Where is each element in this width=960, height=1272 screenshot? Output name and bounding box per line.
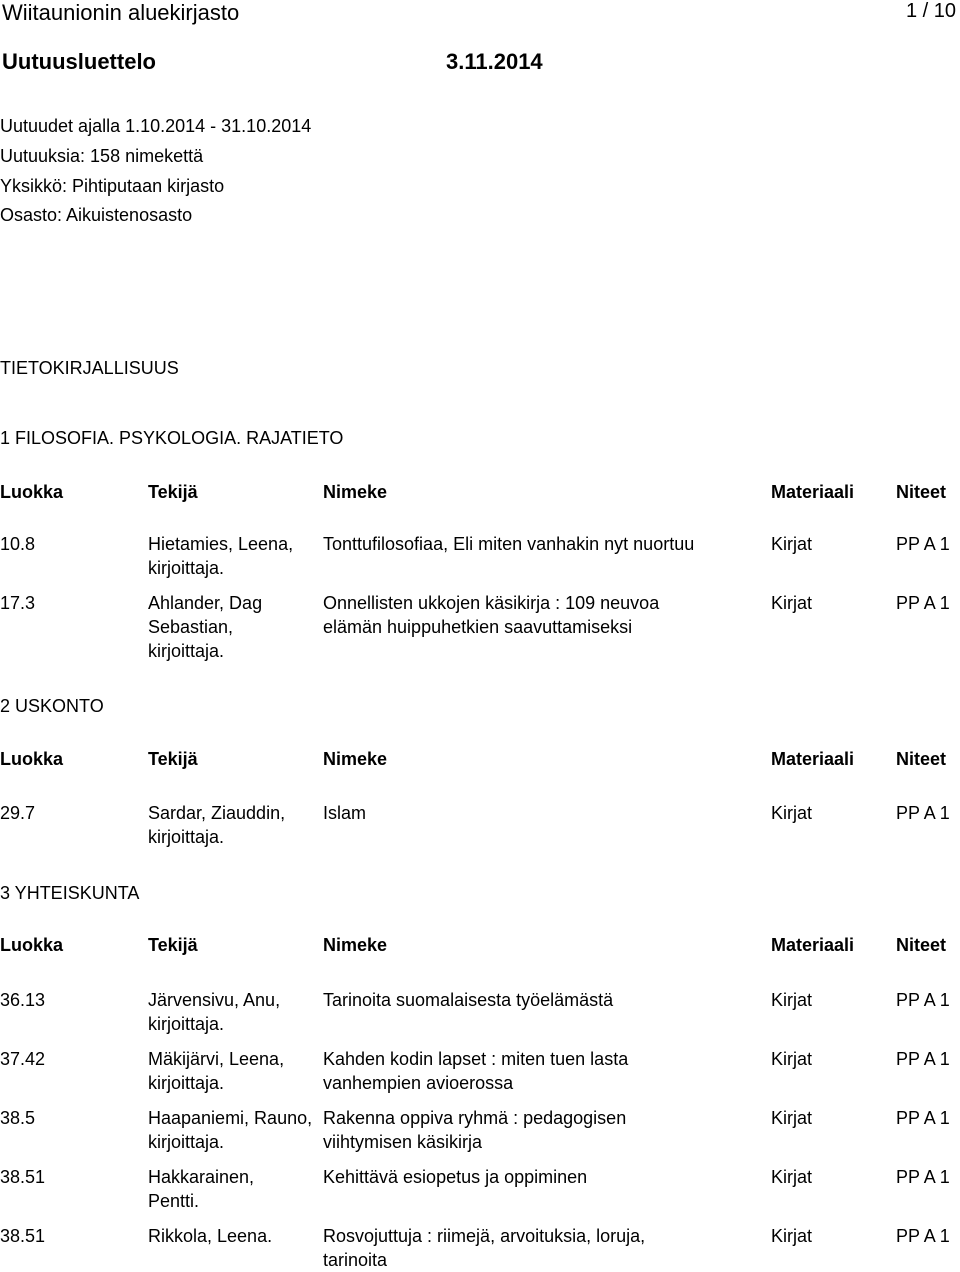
cell-nimeke: Kahden kodin lapset : miten tuen lasta vanhempien avioerossa — [323, 1049, 629, 1093]
cell-niteet: PP A 1 — [896, 1167, 950, 1187]
cell-niteet: PP A 1 — [896, 1226, 950, 1246]
cell-nimeke: Tonttufilosofiaa, Eli miten vanhakin nyt nuortuu — [323, 534, 695, 554]
cell-luokka: 38.51 — [0, 1226, 46, 1246]
cell-luokka: 10.8 — [0, 534, 36, 554]
cell-materiaali: Kirjat — [771, 803, 813, 823]
cell-tekija: Hietamies, Leena, kirjoittaja. — [148, 534, 294, 578]
column-materiaali: Materiaali — [771, 935, 855, 955]
cell-luokka: 36.13 — [0, 990, 46, 1010]
cell-materiaali: Kirjat — [771, 593, 813, 613]
date-range: Uutuudet ajalla 1.10.2014 - 31.10.2014 — [0, 116, 312, 136]
column-luokka: Luokka — [0, 935, 64, 955]
column-materiaali: Materiaali — [771, 482, 855, 502]
cell-niteet: PP A 1 — [896, 803, 950, 823]
cell-niteet: PP A 1 — [896, 534, 950, 554]
section-heading: 1 FILOSOFIA. PSYKOLOGIA. RAJATIETO — [0, 428, 344, 448]
cell-materiaali: Kirjat — [771, 1108, 813, 1128]
cell-luokka: 38.5 — [0, 1108, 36, 1128]
cell-tekija: Järvensivu, Anu, kirjoittaja. — [148, 990, 281, 1034]
cell-nimeke: Rakenna oppiva ryhmä : pedagogisen viihtymisen käsikirja — [323, 1108, 627, 1152]
cell-niteet: PP A 1 — [896, 1108, 950, 1128]
column-niteet: Niteet — [896, 935, 947, 955]
cell-tekija: Haapaniemi, Rauno, kirjoittaja. — [148, 1108, 313, 1152]
cell-luokka: 38.51 — [0, 1167, 46, 1187]
department: Osasto: Aikuistenosasto — [0, 205, 193, 225]
cell-tekija: Ahlander, Dag Sebastian, kirjoittaja. — [148, 593, 263, 661]
document-date: 3.11.2014 — [446, 49, 543, 74]
column-nimeke: Nimeke — [323, 482, 388, 502]
category-heading: TIETOKIRJALLISUUS — [0, 358, 179, 378]
cell-materiaali: Kirjat — [771, 1226, 813, 1246]
cell-tekija: Hakkarainen, Pentti. — [148, 1167, 255, 1211]
column-tekija: Tekijä — [148, 482, 198, 502]
cell-materiaali: Kirjat — [771, 990, 813, 1010]
column-nimeke: Nimeke — [323, 749, 388, 769]
cell-luokka: 29.7 — [0, 803, 36, 823]
column-luokka: Luokka — [0, 482, 64, 502]
column-luokka: Luokka — [0, 749, 64, 769]
document-title: Uutuusluettelo — [2, 49, 156, 74]
cell-nimeke: Onnellisten ukkojen käsikirja : 109 neuvoa elämän huippuhetkien saavuttamiseksi — [323, 593, 660, 637]
cell-luokka: 37.42 — [0, 1049, 46, 1069]
cell-materiaali: Kirjat — [771, 534, 813, 554]
item-count: Uutuuksia: 158 nimekettä — [0, 146, 204, 166]
cell-nimeke: Islam — [323, 803, 367, 823]
cell-luokka: 17.3 — [0, 593, 36, 613]
cell-tekija: Sardar, Ziauddin, kirjoittaja. — [148, 803, 286, 847]
section-heading: 3 YHTEISKUNTA — [0, 883, 140, 903]
cell-niteet: PP A 1 — [896, 990, 950, 1010]
section-heading: 2 USKONTO — [0, 696, 104, 716]
column-tekija: Tekijä — [148, 935, 198, 955]
cell-nimeke: Rosvojuttuja : riimejä, arvoituksia, loruja, tarinoita — [323, 1226, 646, 1270]
column-tekija: Tekijä — [148, 749, 198, 769]
cell-tekija: Rikkola, Leena. — [148, 1226, 273, 1246]
column-niteet: Niteet — [896, 482, 947, 502]
column-nimeke: Nimeke — [323, 935, 388, 955]
library-name: Wiitaunionin aluekirjasto — [2, 0, 240, 25]
unit: Yksikkö: Pihtiputaan kirjasto — [0, 176, 225, 196]
cell-niteet: PP A 1 — [896, 1049, 950, 1069]
cell-materiaali: Kirjat — [771, 1049, 813, 1069]
cell-nimeke: Tarinoita suomalaisesta työelämästä — [323, 990, 614, 1010]
cell-tekija: Mäkijärvi, Leena, kirjoittaja. — [148, 1049, 285, 1093]
cell-niteet: PP A 1 — [896, 593, 950, 613]
column-materiaali: Materiaali — [771, 749, 855, 769]
column-niteet: Niteet — [896, 749, 947, 769]
cell-materiaali: Kirjat — [771, 1167, 813, 1187]
cell-nimeke: Kehittävä esiopetus ja oppiminen — [323, 1167, 588, 1187]
page-number: 1 / 10 — [905, 0, 956, 22]
